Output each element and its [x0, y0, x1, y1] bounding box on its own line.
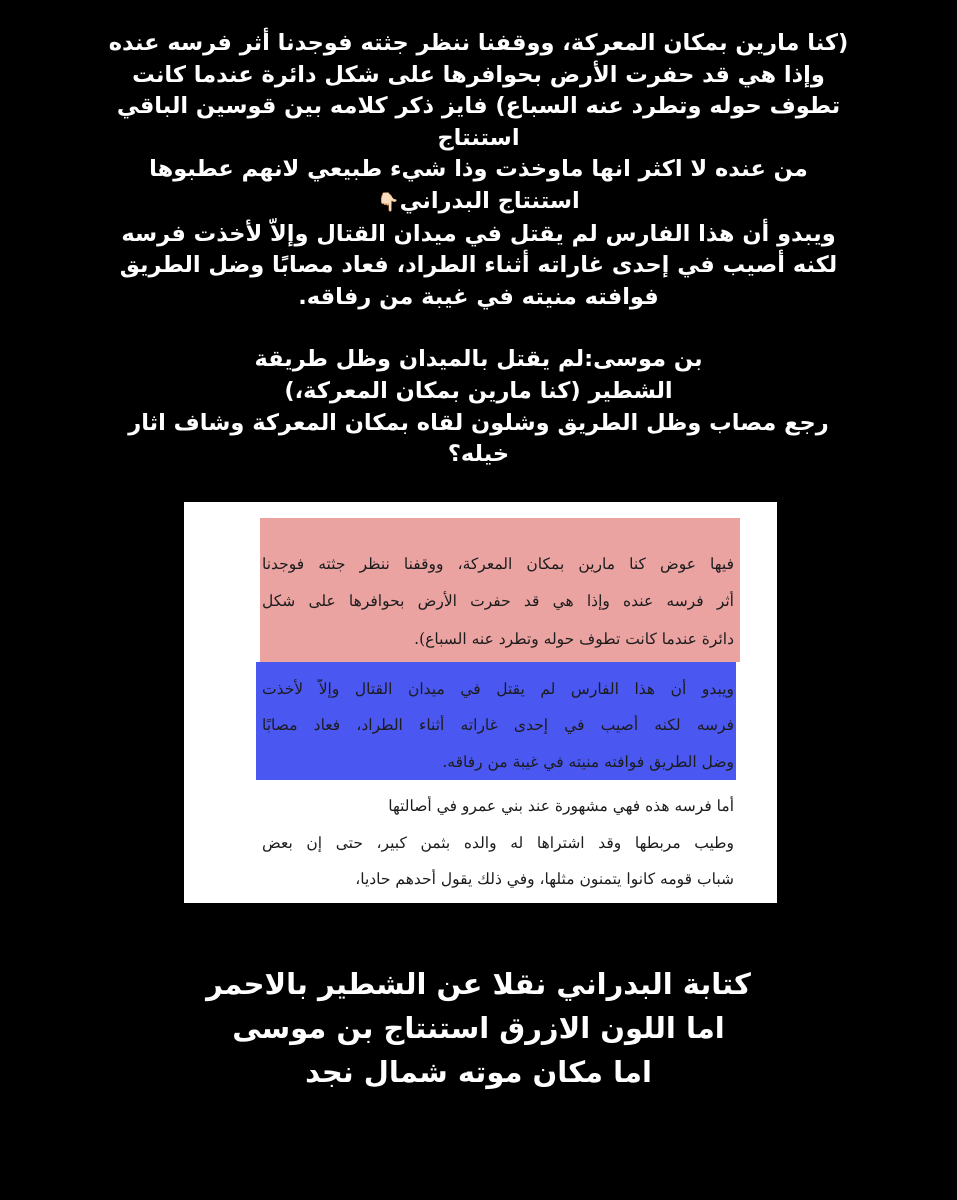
bottom-caption — [60, 962, 897, 1094]
book-line-blue: فرسه لكنه أصيب في إحدى غاراته أثناء الطراد، فعاد مصابًا — [262, 716, 734, 734]
commentary-line: استنتاج — [437, 124, 520, 151]
book-line-red: أثر فرسه عنده وإذا هي قد حفرت الأرض بحوافرها على شكل — [262, 592, 734, 610]
book-line-blue: ويبدو أن هذا الفارس لم يقتل في ميدان القتال وإلاّ لأخذت — [262, 680, 734, 698]
book-line: أما فرسه هذه فهي مشهورة عند بني عمرو في أصالتها — [388, 797, 734, 815]
commentary-line: (كنا مارين بمكان المعركة، ووقفنا ننظر جثته فوجدنا أثر فرسه عنده — [108, 30, 849, 56]
reply-line: خيله؟ — [447, 441, 510, 468]
caption-line: كتابة البدراني نقلا عن الشطير بالاحمر — [206, 967, 751, 1001]
book-line: وطيب مربطها وقد اشتراها له والده بثمن كبير، حتى إن بعض — [262, 834, 734, 852]
commentary-text: استنتاج البدراني — [399, 187, 580, 214]
reply-line: رجع مصاب وظل الطريق وشلون لقاه بمكان المعركة وشاف اثار — [128, 409, 829, 436]
commentary-line-with-emoji — [60, 186, 897, 219]
book-text — [184, 502, 777, 903]
commentary-line: ويبدو أن هذا الفارس لم يقتل في ميدان القتال وإلاّ لأخذت فرسه — [121, 220, 836, 247]
commentary-line: من عنده لا اكثر انها ماوخذت وذا شيء طبيعي لانهم عطبوها — [149, 156, 808, 183]
commentary-line: تطوف حوله وتطرد عنه السباع) فايز ذكر كلامه بين قوسين الباقي — [116, 93, 841, 120]
pointing-down-icon: 👇🏻 — [377, 191, 400, 213]
commentary-line: وإذا هي قد حفرت الأرض بحوافرها على شكل دائرة عندما كانت — [132, 61, 825, 88]
reply-line: بن موسى:لم يقتل بالميدان وظل طريقة — [254, 346, 703, 373]
book-line-blue: وضل الطريق فوافته منيته في غيبة من رفاقه. — [442, 753, 734, 771]
book-line: شباب قومه كانوا يتمنون مثلها، وفي ذلك يقول أحدهم حاديا، — [355, 870, 734, 888]
spacer — [60, 313, 897, 344]
commentary-line: فوافته منيته في غيبة من رفاقه. — [298, 283, 659, 310]
commentary-line: لكنه أصيب في إحدى غاراته أثناء الطراد، فعاد مصابًا وضل الطريق — [119, 252, 838, 279]
top-commentary — [60, 28, 897, 471]
caption-line: اما اللون الازرق استنتاج بن موسى — [232, 1011, 725, 1045]
book-line-red: دائرة عندما كانت تطوف حوله وتطرد عنه السباع). — [414, 630, 734, 648]
reply-line: الشطير (كنا مارين بمكان المعركة،) — [284, 377, 673, 404]
book-line-red: فيها عوض كنا مارين بمكان المعركة، ووقفنا ننظر جثته فوجدنا — [262, 555, 734, 573]
book-page-excerpt — [184, 502, 777, 903]
caption-line: اما مكان موته شمال نجد — [305, 1055, 652, 1089]
